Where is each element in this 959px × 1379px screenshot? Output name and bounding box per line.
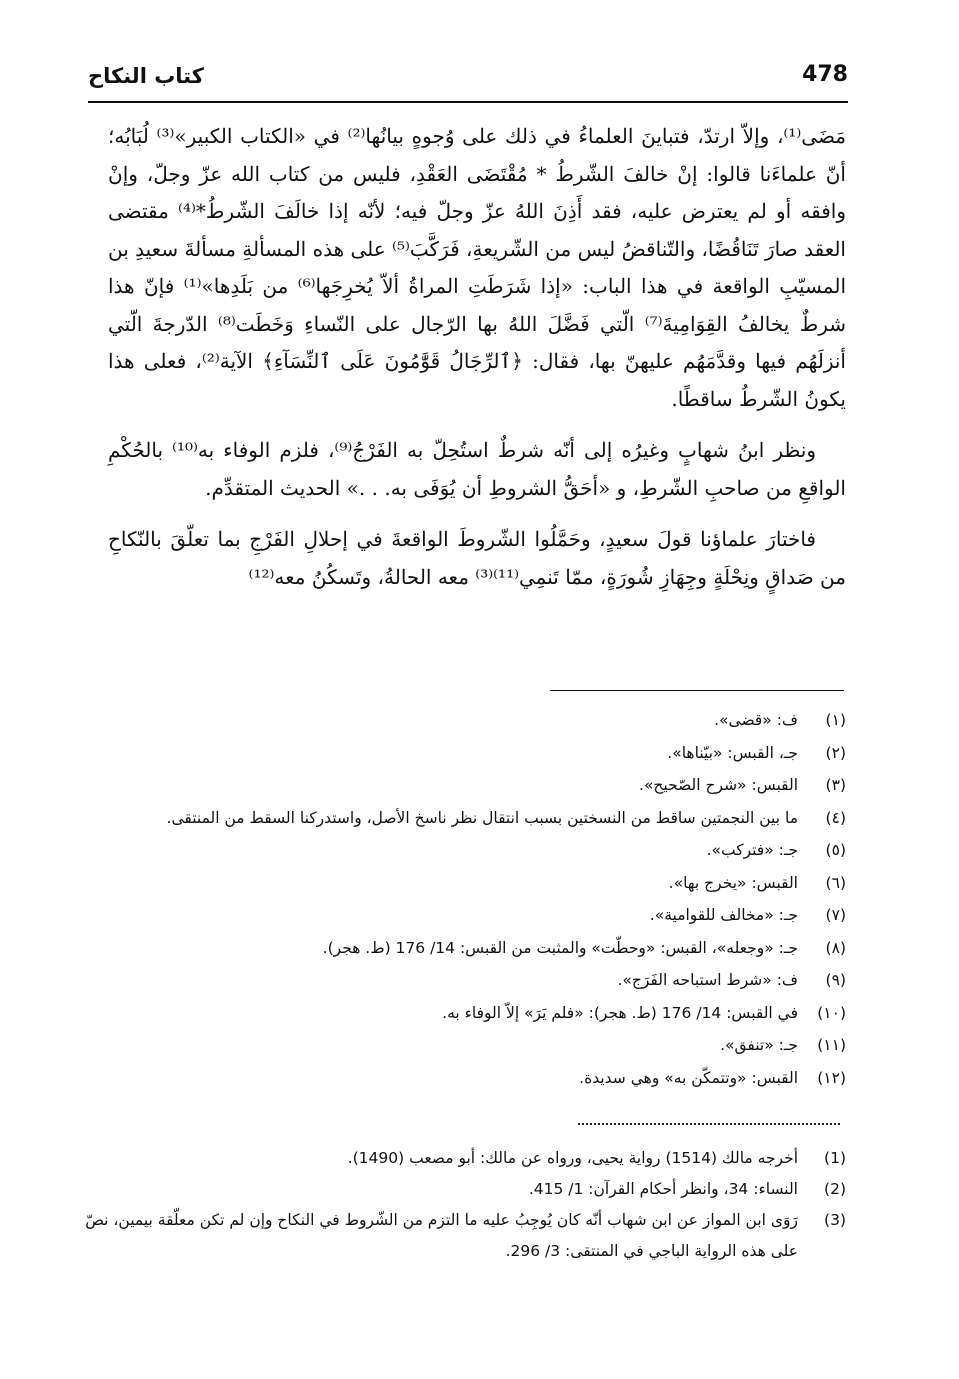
- footnote-number: (١): [825, 711, 846, 729]
- footnote-item: [80, 1029, 846, 1062]
- footnote-item: [80, 704, 846, 737]
- footnote-item: [80, 1062, 846, 1095]
- footnote-text: جـ: «فتركب».: [706, 841, 798, 859]
- footnote-item: [80, 867, 846, 900]
- footnote-text: القبس: «شرح الصّحيح».: [639, 776, 798, 794]
- source-note-item: [80, 1143, 846, 1174]
- footnote-number: (٢): [825, 743, 846, 762]
- footnote-item: [80, 932, 846, 965]
- footnote-number: (٣): [825, 776, 846, 794]
- source-note-item: [80, 1205, 846, 1267]
- footnote-item: [80, 964, 846, 997]
- footnote-item: [80, 997, 846, 1030]
- source-note-text: النساء: 34، وانظر أحكام القرآن: 1/ 415.: [528, 1180, 798, 1198]
- footnote-number: (٤): [825, 808, 846, 827]
- running-head: [88, 62, 848, 98]
- source-note-number: (3): [824, 1211, 846, 1229]
- footnote-item: [80, 769, 846, 802]
- footnote-text: جـ، القبس: «بيّناها».: [667, 743, 798, 762]
- footnote-text: ف: «قضى».: [714, 711, 798, 729]
- footnote-number: (١١): [817, 1036, 846, 1054]
- running-title: كتاب النكاح: [88, 64, 204, 88]
- footnote-separator: [550, 690, 844, 691]
- footnote-text: القبس: «يخرج بها».: [668, 873, 798, 892]
- header-rule: [88, 101, 848, 103]
- body-paragraph-1: مَضَى⁽¹⁾، وإلاّ ارتدّ، فتباينَ العلماءُ في ذلك على وُجوهٍ بيانُها⁽²⁾ في «الكتاب الكبير»⁽³⁾ لُبَابُه؛ أنّ علماءَنا قالوا: إنْ خالفَ الشّرطُ * مُقْتَضَى العَقْدِ، فليس من كتاب الله عزّ وجلّ، وإنْ وافقه أو لم يعترض عليه، فقد أَذِنَ اللهُ عزّ وجلّ فيه؛ لأنّه إذا خالَفَ الشّرطُ*⁽⁴⁾ مقتضى العقد صارَ تَنَاقُضًا، والتّناقضُ ليس من الشّريعةِ، فَرَكَّبَ⁽⁵⁾ على هذه المسألةِ مسألةَ سعيدِ بن المسيّبِ الواقعة في هذا الباب: «إذا شَرَطَتِ المراةُ ألاّ يُخرِجَها⁽⁶⁾ من بَلَدِها»⁽¹⁾ فإنّ هذا شرطٌ يخالفُ القِوَامِيةَ⁽⁷⁾ الّتي فَضَّلَ اللهُ بها الرّجال على النّساءِ وَخَطَت⁽⁸⁾ الدّرجةَ الّتي أنزلَهُم فيها وقدَّمَهُم عليهنّ بها، فقال: ﴿ٱلرِّجَالُ قَوَّٰمُونَ عَلَى ٱلنِّسَآءِ﴾ الآية⁽²⁾، فعلى هذا يكونُ الشّرطُ ساقطًا.: [108, 124, 847, 411]
- source-note-text: رَوَى ابن المواز عن ابن شهاب أنّه كان يُوجِبُ عليه ما التزم من الشّروط في النكاح وإن لم تكن معلّقة بيمين، نصّ على هذه الرواية الباجي في المنتقى: 3/ 296.: [85, 1211, 798, 1260]
- footnote-text: في القبس: 14/ 176 (ط. هجر): «فلم يَرَ» إلاّ الوفاء به.: [442, 1003, 798, 1022]
- source-note-item: [80, 1174, 846, 1205]
- footnote-text: جـ: «تنفق».: [720, 1036, 798, 1054]
- footnote-text: القبس: «وتتمكّن به» وهي سديدة.: [579, 1068, 798, 1087]
- footnote-number: (٩): [825, 971, 846, 989]
- footnote-item: [80, 737, 846, 770]
- footnote-text: جـ: «مخالف للقوامية».: [649, 906, 798, 924]
- footnote-number: (٥): [825, 841, 846, 859]
- footnote-item: [80, 899, 846, 932]
- footnote-number: (١٠): [817, 1003, 846, 1022]
- variant-footnotes: [80, 704, 846, 1094]
- main-text: [108, 118, 846, 596]
- footnote-number: (٧): [825, 906, 846, 924]
- body-paragraph-2: ونظر ابنُ شهابٍ وغيرُه إلى أنّه شرطٌ استُحِلّ به الفَرْجُ⁽⁹⁾، فلزم الوفاء به⁽¹⁰⁾ بالحُكْمِ الواقعِ من صاحبِ الشّرطِ، و «أحَقُّ الشروطِ أن يُوَفَى به. . .» الحديث المتقدِّم.: [108, 438, 846, 500]
- footnote-number: (١٢): [817, 1068, 846, 1087]
- dotted-separator: [578, 1123, 840, 1125]
- footnote-text: ما بين النجمتين ساقط من النسختين بسبب انتقال نظر ناسخ الأصل، واستدركنا السقط من المنتقى.: [166, 808, 798, 827]
- source-footnotes: [80, 1143, 846, 1267]
- footnote-item: [80, 834, 846, 867]
- source-note-text: أخرجه مالك (1514) رواية يحيى، ورواه عن مالك: أبو مصعب (1490).: [347, 1149, 798, 1167]
- body-paragraph-3: فاختارَ علماؤنا قولَ سعيدٍ، وحَمَّلُوا الشّروطَ الواقعةَ في إحلالِ الفَرْجِ بما تعلّقَ بالنّكاحِ من صَداقٍ ونِحْلَةٍ وجِهَازِ شُورَةٍ، ممّا تَنمِي⁽¹¹⁾⁽³⁾ معه الحالةُ، وتَسكُنُ معه⁽¹²⁾: [108, 527, 846, 589]
- footnote-text: ف: «شرط استباحه الفَرَج».: [617, 971, 798, 989]
- footnote-item: [80, 802, 846, 835]
- footnote-text: جـ: «وجعله»، القبس: «وحطّت» والمثبت من القبس: 14/ 176 (ط. هجر).: [322, 938, 798, 957]
- source-note-number: (2): [824, 1180, 846, 1198]
- footnote-number: (٦): [825, 873, 846, 892]
- page-number: 478: [802, 62, 848, 87]
- footnote-number: (٨): [825, 938, 846, 957]
- source-note-number: (1): [824, 1149, 846, 1167]
